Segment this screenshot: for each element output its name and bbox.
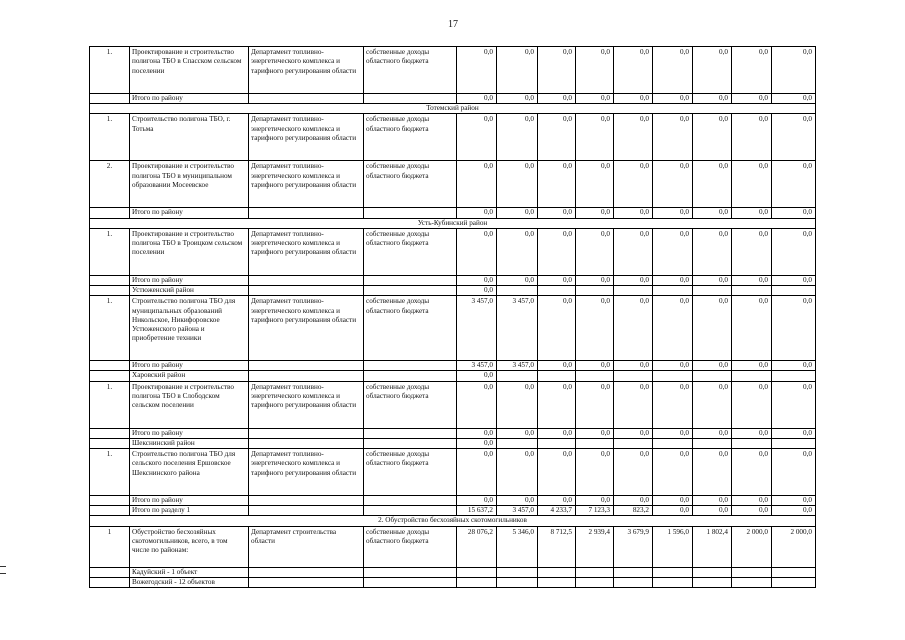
- value-cell: [693, 577, 732, 587]
- value-cell: [772, 577, 816, 587]
- value-cell: 0,0: [614, 449, 653, 496]
- department-cell: [249, 428, 364, 438]
- department-cell: [249, 506, 364, 516]
- measure-name-cell: Итого по району: [130, 496, 249, 506]
- funding-source-cell: [364, 371, 457, 381]
- total-row: [90, 506, 816, 516]
- department-cell: [249, 567, 364, 577]
- department-cell: Департамент топливно-энергетического комплекса и тарифного регулирования области: [249, 296, 364, 361]
- table-row: [90, 526, 816, 567]
- value-cell: 0,0: [732, 361, 772, 371]
- value-cell: 0,0: [614, 208, 653, 218]
- value-cell: 0,0: [693, 296, 732, 361]
- value-cell: 0,0: [457, 381, 497, 428]
- value-cell: 0,0: [497, 94, 538, 104]
- value-cell: 0,0: [538, 361, 576, 371]
- value-cell: 0,0: [614, 496, 653, 506]
- value-cell: 0,0: [614, 94, 653, 104]
- value-cell: 0,0: [538, 496, 576, 506]
- value-cell: 0,0: [772, 361, 816, 371]
- row-number-cell: 1: [90, 526, 130, 567]
- value-cell: [732, 438, 772, 448]
- value-cell: 0,0: [576, 208, 614, 218]
- sub-row: [90, 577, 816, 587]
- value-cell: 0,0: [457, 371, 497, 381]
- value-cell: 0,0: [457, 275, 497, 285]
- funding-source-cell: собственные доходы областного бюджета: [364, 114, 457, 161]
- total-row: [90, 94, 816, 104]
- measure-name-cell: Вожегодский - 12 объектов: [130, 577, 249, 587]
- page-number: 17: [448, 19, 458, 30]
- value-cell: 0,0: [653, 161, 693, 208]
- value-cell: 0,0: [497, 161, 538, 208]
- value-cell: 0,0: [693, 449, 732, 496]
- value-cell: 0,0: [457, 208, 497, 218]
- value-cell: [653, 567, 693, 577]
- value-cell: 2 000,0: [732, 526, 772, 567]
- value-cell: 0,0: [576, 275, 614, 285]
- value-cell: 0,0: [457, 286, 497, 296]
- value-cell: 0,0: [653, 114, 693, 161]
- value-cell: [653, 577, 693, 587]
- value-cell: 0,0: [772, 228, 816, 275]
- table-row: [90, 161, 816, 208]
- section-title: 2. Обустройство бесхозяйных скотомогильников: [90, 516, 816, 526]
- value-cell: 3 457,0: [497, 506, 538, 516]
- department-cell: Департамент топливно-энергетического комплекса и тарифного регулирования области: [249, 114, 364, 161]
- section-header-row: [90, 104, 816, 114]
- department-cell: [249, 496, 364, 506]
- value-cell: 0,0: [457, 94, 497, 104]
- measure-name-cell: Проектирование и строительство полигона ТБО в Спасском сельском поселении: [130, 47, 249, 94]
- value-cell: [538, 286, 576, 296]
- value-cell: 0,0: [653, 449, 693, 496]
- value-cell: 0,0: [653, 47, 693, 94]
- row-number-cell: [90, 208, 130, 218]
- value-cell: 0,0: [732, 449, 772, 496]
- measure-name-cell: Проектирование и строительство полигона ТБО в Слободском сельском поселении: [130, 381, 249, 428]
- department-cell: Департамент топливно-энергетического комплекса и тарифного регулирования области: [249, 228, 364, 275]
- value-cell: [614, 577, 653, 587]
- value-cell: 823,2: [614, 506, 653, 516]
- value-cell: [576, 286, 614, 296]
- table-body: [90, 47, 816, 588]
- total-row: [90, 428, 816, 438]
- value-cell: 1 802,4: [693, 526, 732, 567]
- value-cell: 0,0: [732, 506, 772, 516]
- value-cell: 3 679,9: [614, 526, 653, 567]
- value-cell: 0,0: [693, 228, 732, 275]
- funding-source-cell: [364, 208, 457, 218]
- section-title: Усть-Кубинский район: [90, 218, 816, 228]
- value-cell: [653, 371, 693, 381]
- funding-source-cell: [364, 94, 457, 104]
- funding-source-cell: [364, 286, 457, 296]
- value-cell: 0,0: [772, 428, 816, 438]
- value-cell: 0,0: [457, 114, 497, 161]
- value-cell: 0,0: [693, 496, 732, 506]
- value-cell: 0,0: [538, 428, 576, 438]
- value-cell: [457, 577, 497, 587]
- value-cell: [693, 286, 732, 296]
- value-cell: 0,0: [772, 94, 816, 104]
- total-row: [90, 275, 816, 285]
- value-cell: 0,0: [538, 47, 576, 94]
- value-cell: 0,0: [653, 94, 693, 104]
- value-cell: 0,0: [497, 381, 538, 428]
- funding-source-cell: [364, 428, 457, 438]
- value-cell: 0,0: [653, 361, 693, 371]
- value-cell: 0,0: [457, 438, 497, 448]
- row-number-cell: [90, 506, 130, 516]
- value-cell: 0,0: [497, 496, 538, 506]
- value-cell: 0,0: [538, 228, 576, 275]
- value-cell: 0,0: [693, 361, 732, 371]
- table-row: [90, 449, 816, 496]
- value-cell: [497, 438, 538, 448]
- value-cell: 0,0: [693, 161, 732, 208]
- value-cell: 0,0: [653, 296, 693, 361]
- measure-name-cell: Итого по разделу 1: [130, 506, 249, 516]
- value-cell: 0,0: [614, 47, 653, 94]
- value-cell: [576, 438, 614, 448]
- value-cell: 0,0: [693, 428, 732, 438]
- value-cell: [538, 577, 576, 587]
- funding-source-cell: собственные доходы областного бюджета: [364, 296, 457, 361]
- measure-name-cell: Устюженский район: [130, 286, 249, 296]
- value-cell: 0,0: [693, 275, 732, 285]
- row-number-cell: [90, 286, 130, 296]
- value-cell: [772, 371, 816, 381]
- value-cell: 0,0: [576, 114, 614, 161]
- value-cell: 0,0: [576, 228, 614, 275]
- row-number-cell: [90, 496, 130, 506]
- value-cell: 0,0: [614, 228, 653, 275]
- department-cell: Департамент строительства области: [249, 526, 364, 567]
- value-cell: [538, 567, 576, 577]
- value-cell: 0,0: [457, 161, 497, 208]
- value-cell: 0,0: [497, 449, 538, 496]
- value-cell: [732, 371, 772, 381]
- row-number-cell: 2.: [90, 161, 130, 208]
- value-cell: [497, 371, 538, 381]
- row-number-cell: [90, 361, 130, 371]
- value-cell: 0,0: [653, 506, 693, 516]
- value-cell: [732, 577, 772, 587]
- measure-name-cell: Строительство полигона ТБО, г. Тотьма: [130, 114, 249, 161]
- total-row: [90, 496, 816, 506]
- funding-source-cell: [364, 567, 457, 577]
- row-number-cell: [90, 567, 130, 577]
- department-cell: [249, 371, 364, 381]
- value-cell: 8 712,5: [538, 526, 576, 567]
- value-cell: [457, 567, 497, 577]
- department-cell: Департамент топливно-энергетического комплекса и тарифного регулирования области: [249, 449, 364, 496]
- district-row: [90, 371, 816, 381]
- value-cell: [653, 286, 693, 296]
- value-cell: 3 457,0: [457, 361, 497, 371]
- measure-name-cell: Итого по району: [130, 361, 249, 371]
- funding-source-cell: [364, 496, 457, 506]
- row-number-cell: 1.: [90, 228, 130, 275]
- department-cell: Департамент топливно-энергетического комплекса и тарифного регулирования области: [249, 161, 364, 208]
- value-cell: 3 457,0: [497, 361, 538, 371]
- value-cell: 0,0: [497, 114, 538, 161]
- measure-name-cell: Итого по району: [130, 208, 249, 218]
- value-cell: 0,0: [538, 161, 576, 208]
- row-number-cell: [90, 275, 130, 285]
- value-cell: 0,0: [457, 228, 497, 275]
- value-cell: 0,0: [693, 114, 732, 161]
- value-cell: 0,0: [457, 428, 497, 438]
- value-cell: 0,0: [538, 114, 576, 161]
- row-number-cell: 1.: [90, 449, 130, 496]
- value-cell: 0,0: [457, 47, 497, 94]
- value-cell: 2 939,4: [576, 526, 614, 567]
- value-cell: 0,0: [497, 47, 538, 94]
- value-cell: 0,0: [732, 296, 772, 361]
- value-cell: 0,0: [772, 47, 816, 94]
- value-cell: 0,0: [576, 161, 614, 208]
- value-cell: 0,0: [614, 381, 653, 428]
- value-cell: 0,0: [576, 449, 614, 496]
- value-cell: 0,0: [772, 161, 816, 208]
- value-cell: 0,0: [732, 496, 772, 506]
- table-row: [90, 381, 816, 428]
- row-number-cell: [90, 438, 130, 448]
- value-cell: [614, 371, 653, 381]
- department-cell: Департамент топливно-энергетического комплекса и тарифного регулирования области: [249, 47, 364, 94]
- value-cell: [576, 567, 614, 577]
- section-header-row: [90, 516, 816, 526]
- measure-name-cell: Проектирование и строительство полигона ТБО в Троицком сельском поселении: [130, 228, 249, 275]
- value-cell: 5 346,0: [497, 526, 538, 567]
- funding-source-cell: [364, 361, 457, 371]
- value-cell: 15 637,2: [457, 506, 497, 516]
- department-cell: [249, 577, 364, 587]
- measure-name-cell: Итого по району: [130, 275, 249, 285]
- measure-name-cell: Итого по району: [130, 94, 249, 104]
- value-cell: [538, 438, 576, 448]
- value-cell: 0,0: [732, 161, 772, 208]
- value-cell: 0,0: [576, 296, 614, 361]
- value-cell: 0,0: [772, 381, 816, 428]
- value-cell: 0,0: [732, 428, 772, 438]
- value-cell: [614, 286, 653, 296]
- row-number-cell: [90, 94, 130, 104]
- value-cell: 0,0: [693, 506, 732, 516]
- value-cell: 0,0: [693, 208, 732, 218]
- value-cell: 0,0: [732, 381, 772, 428]
- value-cell: 0,0: [538, 275, 576, 285]
- funding-source-cell: собственные доходы областного бюджета: [364, 161, 457, 208]
- measure-name-cell: Обустройство бесхозяйных скотомогильников, всего, в том числе по районам:: [130, 526, 249, 567]
- value-cell: 0,0: [497, 228, 538, 275]
- value-cell: 0,0: [497, 208, 538, 218]
- funding-source-cell: [364, 506, 457, 516]
- value-cell: 0,0: [614, 114, 653, 161]
- value-cell: 0,0: [576, 361, 614, 371]
- measure-name-cell: Кадуйский - 1 объект: [130, 567, 249, 577]
- value-cell: 3 457,0: [457, 296, 497, 361]
- value-cell: 0,0: [614, 428, 653, 438]
- row-number-cell: 1.: [90, 381, 130, 428]
- total-row: [90, 361, 816, 371]
- funding-source-cell: [364, 275, 457, 285]
- department-cell: [249, 94, 364, 104]
- value-cell: 0,0: [614, 296, 653, 361]
- section-title: Тотемский район: [90, 104, 816, 114]
- value-cell: 0,0: [653, 228, 693, 275]
- value-cell: 0,0: [772, 114, 816, 161]
- value-cell: [772, 438, 816, 448]
- value-cell: [497, 577, 538, 587]
- value-cell: 0,0: [653, 381, 693, 428]
- department-cell: [249, 361, 364, 371]
- row-number-cell: 1.: [90, 47, 130, 94]
- value-cell: 0,0: [614, 275, 653, 285]
- value-cell: 0,0: [653, 275, 693, 285]
- table-row: [90, 296, 816, 361]
- value-cell: [732, 286, 772, 296]
- margin-mark: [0, 566, 6, 574]
- funding-source-cell: собственные доходы областного бюджета: [364, 449, 457, 496]
- measure-name-cell: Строительство полигона ТБО для сельского поселения Ершовское Шекснинского района: [130, 449, 249, 496]
- value-cell: [614, 567, 653, 577]
- value-cell: 0,0: [614, 161, 653, 208]
- value-cell: 0,0: [653, 496, 693, 506]
- value-cell: 0,0: [772, 449, 816, 496]
- value-cell: 0,0: [538, 449, 576, 496]
- sub-row: [90, 567, 816, 577]
- measure-name-cell: Проектирование и строительство полигона ТБО в муниципальном образовании Мосеевское: [130, 161, 249, 208]
- value-cell: [693, 371, 732, 381]
- value-cell: 0,0: [576, 47, 614, 94]
- value-cell: 1 596,0: [653, 526, 693, 567]
- funding-source-cell: [364, 577, 457, 587]
- value-cell: [576, 371, 614, 381]
- value-cell: 0,0: [576, 496, 614, 506]
- value-cell: 0,0: [497, 428, 538, 438]
- table-row: [90, 114, 816, 161]
- value-cell: [497, 286, 538, 296]
- value-cell: 0,0: [693, 381, 732, 428]
- department-cell: [249, 438, 364, 448]
- value-cell: [732, 567, 772, 577]
- value-cell: 0,0: [497, 275, 538, 285]
- value-cell: [772, 286, 816, 296]
- row-number-cell: [90, 371, 130, 381]
- department-cell: [249, 275, 364, 285]
- value-cell: [653, 438, 693, 448]
- total-row: [90, 208, 816, 218]
- value-cell: 0,0: [576, 428, 614, 438]
- value-cell: 0,0: [538, 94, 576, 104]
- value-cell: 0,0: [772, 496, 816, 506]
- district-row: [90, 438, 816, 448]
- value-cell: 4 233,7: [538, 506, 576, 516]
- section-header-row: [90, 218, 816, 228]
- value-cell: [576, 577, 614, 587]
- measure-name-cell: Строительство полигона ТБО для муниципальных образований Никольское, Никифоровское Устюженского района и приобретение техники: [130, 296, 249, 361]
- value-cell: 0,0: [457, 496, 497, 506]
- value-cell: 0,0: [693, 94, 732, 104]
- value-cell: 0,0: [457, 449, 497, 496]
- value-cell: 0,0: [538, 296, 576, 361]
- value-cell: [772, 567, 816, 577]
- program-table: [89, 46, 816, 588]
- value-cell: 0,0: [653, 428, 693, 438]
- value-cell: 0,0: [732, 275, 772, 285]
- row-number-cell: 1.: [90, 114, 130, 161]
- value-cell: 0,0: [576, 381, 614, 428]
- value-cell: 0,0: [772, 296, 816, 361]
- value-cell: 0,0: [732, 47, 772, 94]
- value-cell: 7 123,3: [576, 506, 614, 516]
- value-cell: 0,0: [614, 361, 653, 371]
- value-cell: 0,0: [772, 506, 816, 516]
- value-cell: 0,0: [693, 47, 732, 94]
- value-cell: [614, 438, 653, 448]
- value-cell: 0,0: [732, 208, 772, 218]
- value-cell: 2 000,0: [772, 526, 816, 567]
- value-cell: [693, 567, 732, 577]
- value-cell: [693, 438, 732, 448]
- row-number-cell: [90, 428, 130, 438]
- measure-name-cell: Итого по району: [130, 428, 249, 438]
- value-cell: 0,0: [576, 94, 614, 104]
- value-cell: 0,0: [732, 94, 772, 104]
- table-row: [90, 228, 816, 275]
- funding-source-cell: собственные доходы областного бюджета: [364, 47, 457, 94]
- measure-name-cell: Харовский район: [130, 371, 249, 381]
- value-cell: 0,0: [538, 381, 576, 428]
- funding-source-cell: собственные доходы областного бюджета: [364, 228, 457, 275]
- funding-source-cell: [364, 438, 457, 448]
- value-cell: 0,0: [732, 114, 772, 161]
- department-cell: [249, 208, 364, 218]
- department-cell: Департамент топливно-энергетического комплекса и тарифного регулирования области: [249, 381, 364, 428]
- value-cell: 0,0: [772, 275, 816, 285]
- value-cell: 28 076,2: [457, 526, 497, 567]
- table-row: [90, 47, 816, 94]
- value-cell: 3 457,0: [497, 296, 538, 361]
- row-number-cell: 1.: [90, 296, 130, 361]
- value-cell: [497, 567, 538, 577]
- value-cell: [538, 371, 576, 381]
- value-cell: 0,0: [653, 208, 693, 218]
- district-row: [90, 286, 816, 296]
- funding-source-cell: собственные доходы областного бюджета: [364, 526, 457, 567]
- value-cell: 0,0: [538, 208, 576, 218]
- funding-source-cell: собственные доходы областного бюджета: [364, 381, 457, 428]
- row-number-cell: [90, 577, 130, 587]
- department-cell: [249, 286, 364, 296]
- measure-name-cell: Шекснинский район: [130, 438, 249, 448]
- value-cell: 0,0: [772, 208, 816, 218]
- value-cell: 0,0: [732, 228, 772, 275]
